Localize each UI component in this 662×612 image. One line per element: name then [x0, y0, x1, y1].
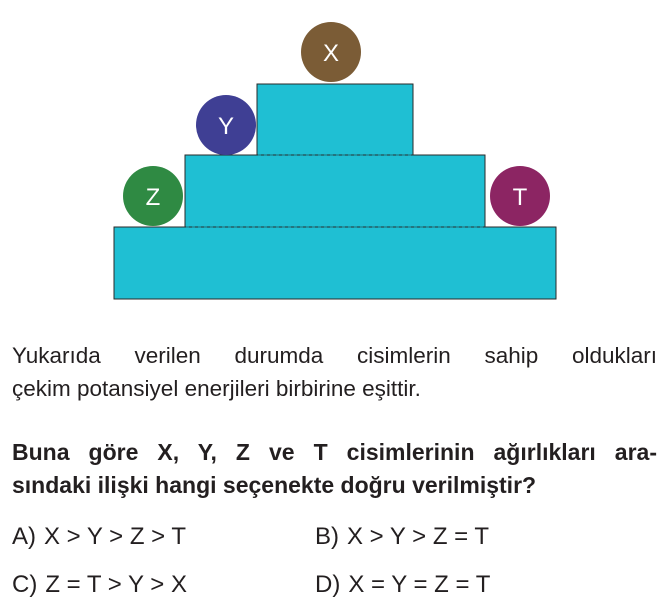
ball-t-label: T: [512, 184, 528, 211]
bottom-block: [114, 227, 556, 299]
choice-d-letter: D): [315, 571, 341, 598]
ball-t: [490, 166, 550, 226]
choice-a-letter: A): [12, 523, 36, 550]
choice-a[interactable]: [12, 522, 186, 552]
ball-y-label: Y: [217, 113, 235, 140]
ball-y: [196, 95, 256, 155]
choice-c[interactable]: [12, 570, 187, 600]
choice-d[interactable]: [315, 570, 490, 600]
choice-d-text: X = Y = Z = T: [348, 571, 491, 598]
question-text: [12, 436, 657, 502]
ball-x-label: X: [322, 40, 340, 67]
ball-x: [301, 22, 361, 82]
ball-z-label: Z: [145, 184, 161, 211]
question-line-1: Buna göre X, Y, Z ve T cisimlerinin ağırlıkları ara-: [12, 439, 657, 465]
middle-block: [185, 155, 485, 227]
ball-z: [123, 166, 183, 226]
choice-a-text: X > Y > Z > T: [44, 523, 187, 550]
statement-line-1: Yukarıda verilen durumda cisimlerin sahip oldukları: [12, 343, 657, 368]
choice-b-text: X > Y > Z = T: [347, 523, 490, 550]
choice-c-letter: C): [12, 571, 38, 598]
choice-c-text: Z = T > Y > X: [45, 571, 187, 598]
problem-statement: [12, 339, 657, 405]
choice-b[interactable]: [315, 522, 489, 552]
statement-line-2: çekim potansiyel enerjileri birbirine eşittir.: [12, 376, 421, 401]
question-line-2: sındaki ilişki hangi seçenekte doğru verilmiştir?: [12, 472, 537, 498]
top-block: [257, 84, 413, 155]
choice-b-letter: B): [315, 523, 339, 550]
